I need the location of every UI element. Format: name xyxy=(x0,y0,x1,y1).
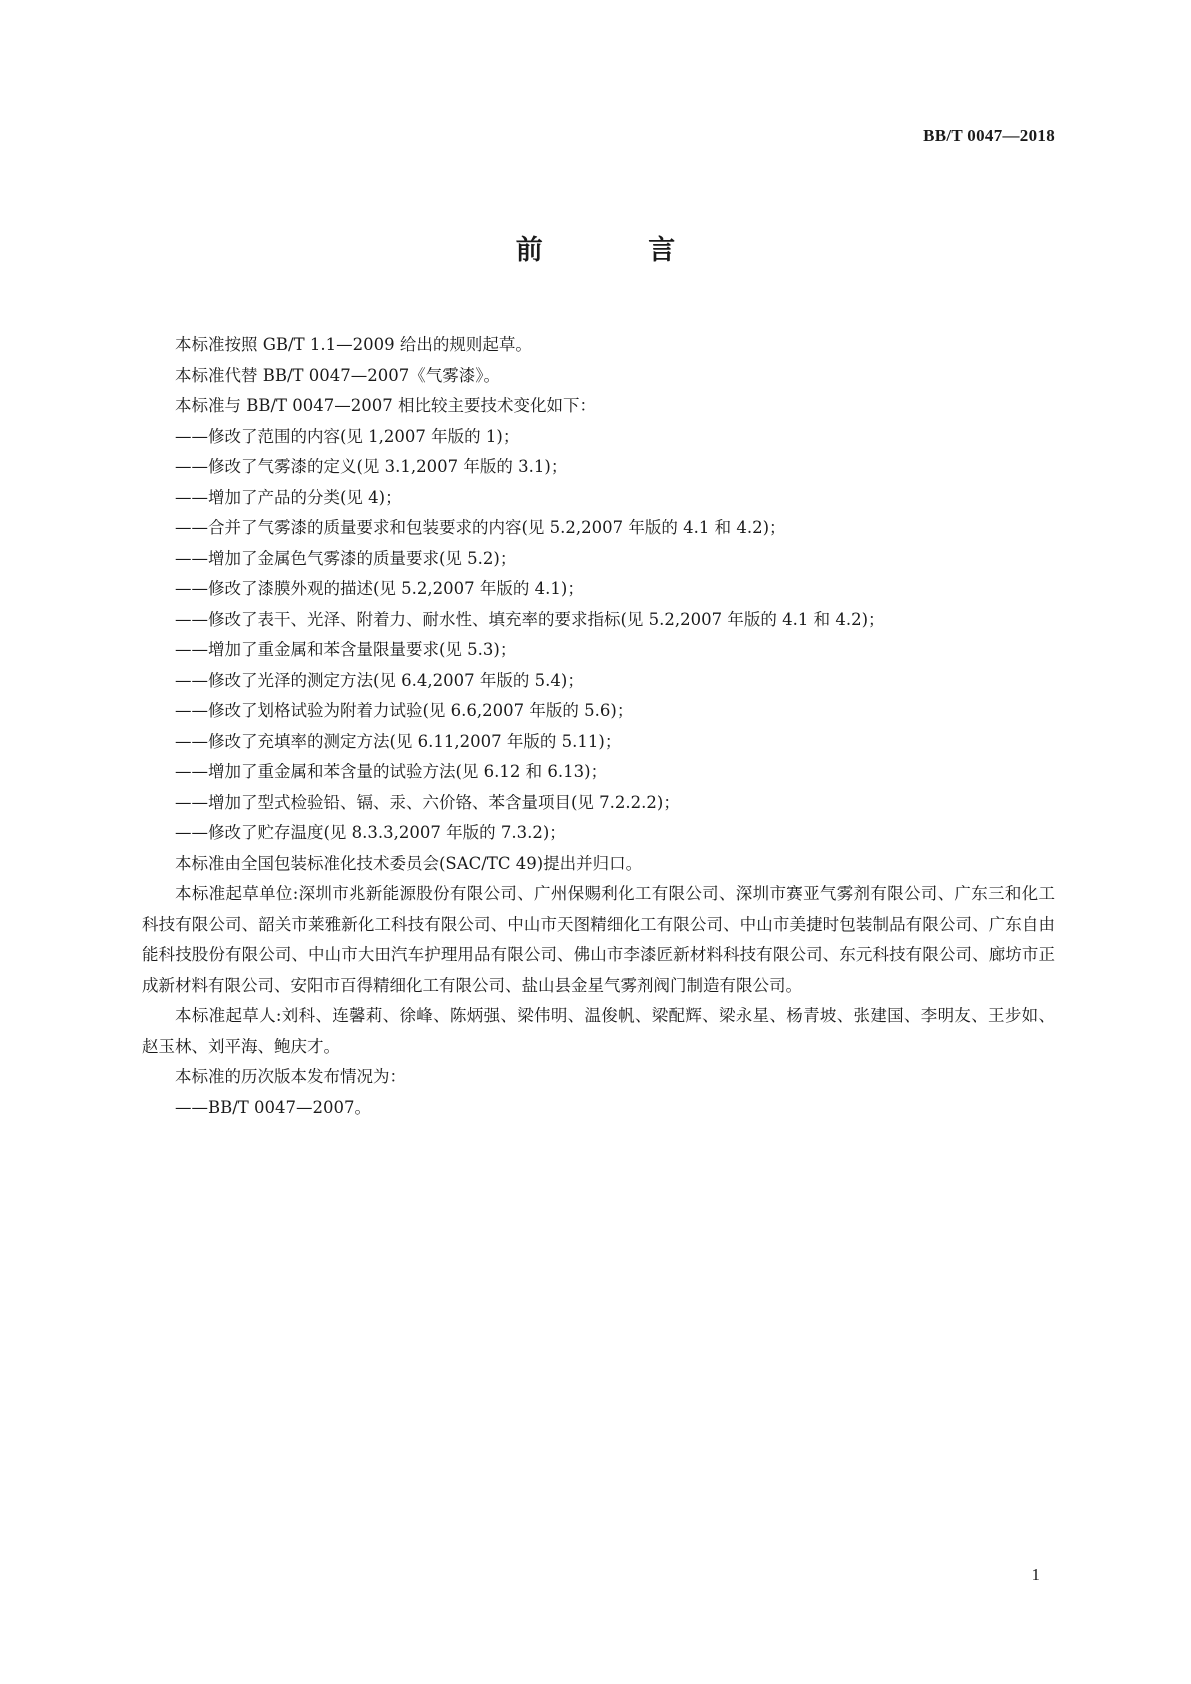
text-line: 本标准与 BB/T 0047—2007 相比较主要技术变化如下： xyxy=(175,396,597,415)
standard-code: BB/T 0047—2018 xyxy=(923,126,1055,145)
history-intro: 本标准的历次版本发布情况为： xyxy=(175,1067,406,1086)
change-item: ——增加了金属色气雾漆的质量要求(见 5.2)； xyxy=(175,548,517,568)
change-item: ——修改了划格试验为附着力试验(见 6.6,2007 年版的 5.6)； xyxy=(175,701,634,720)
change-item: ——增加了重金属和苯含量的试验方法(见 6.12 和 6.13)； xyxy=(175,762,608,781)
change-item: ——修改了气雾漆的定义(见 3.1,2007 年版的 3.1)； xyxy=(175,457,568,476)
change-item: ——修改了表干、光泽、附着力、耐水性、填充率的要求指标(见 5.2,2007 年版的 4.1 和 4.2)； xyxy=(175,609,885,629)
change-item: ——增加了产品的分类(见 4)； xyxy=(175,487,402,507)
text-line: 本标准按照 GB/T 1.1—2009 给出的规则起草。 xyxy=(175,335,532,354)
change-item: ——增加了重金属和苯含量限量要求(见 5.3)； xyxy=(175,640,517,659)
change-item: ——修改了漆膜外观的描述(见 5.2,2007 年版的 4.1)； xyxy=(175,579,584,598)
change-item: ——修改了充填率的测定方法(见 6.11,2007 年版的 5.11)； xyxy=(175,731,622,751)
change-item: ——修改了光泽的测定方法(见 6.4,2007 年版的 5.4)； xyxy=(175,670,584,690)
drafting-units-paragraph: 本标准起草单位:深圳市兆新能源股份有限公司、广州保赐利化工有限公司、深圳市赛亚气雾剂有限公司、广东三和化工科技有限公司、韶关市莱雅新化工科技有限公司、中山市天图精细化工有限公司、中山市美捷时包装制品有限公司、广东自由能科技股份有限公司、中山市大田汽车护理用品有限公司、佛山市李漆匠新材料科技有限公司、东元科技有限公司、廊坊市正成新材料有限公司、安阳市百得精细化工有限公司、盐山县金星气雾剂阀门制造有限公司。 xyxy=(142,884,1055,995)
change-item: ——修改了贮存温度(见 8.3.3,2007 年版的 7.3.2)； xyxy=(175,823,566,842)
page-title: 前 言 xyxy=(515,235,724,266)
drafters-paragraph: 本标准起草人:刘科、连馨莉、徐峰、陈炳强、梁伟明、温俊帆、梁配辉、梁永星、杨青坡、张建国、李明友、王步如、赵玉林、刘平海、鲍庆才。 xyxy=(142,1006,1055,1056)
document-body xyxy=(142,330,1055,1123)
page-number: 1 xyxy=(1031,1565,1040,1584)
change-item: ——增加了型式检验铅、镉、汞、六价铬、苯含量项目(见 7.2.2.2)； xyxy=(175,792,680,812)
text-line: 本标准由全国包装标准化技术委员会(SAC/TC 49)提出并归口。 xyxy=(175,853,643,873)
change-item: ——修改了范围的内容(见 1,2007 年版的 1)； xyxy=(175,426,520,446)
history-item: ——BB/T 0047—2007。 xyxy=(175,1097,372,1117)
change-item: ——合并了气雾漆的质量要求和包装要求的内容(见 5.2,2007 年版的 4.1 和 4.2)； xyxy=(175,518,786,537)
text-line: 本标准代替 BB/T 0047—2007《气雾漆》。 xyxy=(175,365,501,385)
